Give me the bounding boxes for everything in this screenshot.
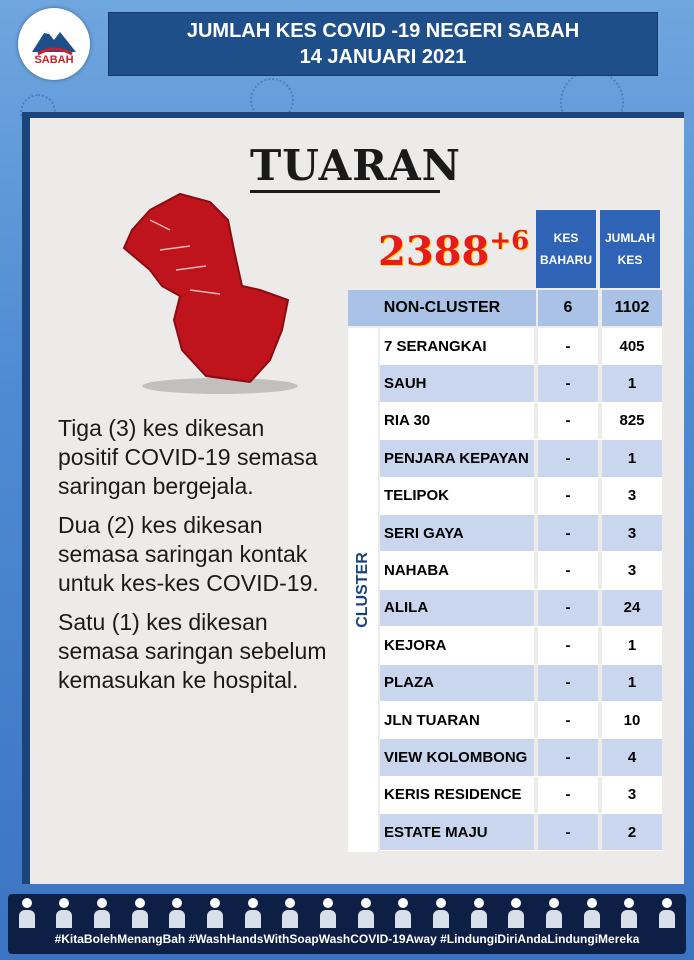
footer-hashtags: #KitaBolehMenangBah #WashHandsWithSoapWashCOVID-19Away #LindungiDiriAndaLindungiMereka [54, 932, 640, 946]
table-row [380, 403, 662, 440]
non-cluster-label: NON-CLUSTER [348, 290, 536, 326]
non-cluster-total: 1102 [602, 290, 662, 326]
person-icon [657, 898, 677, 930]
table-row [380, 552, 662, 589]
note-paragraph: Satu (1) kes dikesan semasa saringan sebelum kemasukan ke hospital. [58, 609, 327, 693]
column-header-total-label: JUMLAH KES [605, 231, 655, 267]
person-icon [243, 898, 263, 930]
cluster-total: 1 [602, 440, 662, 476]
new-case-increment: +6 [489, 226, 530, 256]
cluster-name: TELIPOK [380, 478, 534, 514]
cluster-total: 3 [602, 515, 662, 551]
cluster-name: SERI GAYA [380, 515, 534, 551]
table-row [380, 627, 662, 664]
cluster-name: PENJARA KEPAYAN [380, 440, 534, 476]
cluster-new: - [538, 328, 598, 364]
table-row [380, 440, 662, 477]
table-row [380, 777, 662, 814]
mountain-logo-icon [28, 22, 80, 58]
person-icon [431, 898, 451, 930]
table-row [380, 665, 662, 702]
cluster-total: 405 [602, 328, 662, 364]
person-icon [582, 898, 602, 930]
table-row [380, 814, 662, 851]
cluster-total: 3 [602, 552, 662, 588]
cluster-name: SAUH [380, 365, 534, 401]
table-row [380, 590, 662, 627]
person-icon [280, 898, 300, 930]
person-icon [92, 898, 112, 930]
cluster-new: - [538, 665, 598, 701]
person-icon [506, 898, 526, 930]
person-icon [205, 898, 225, 930]
cluster-total: 3 [602, 478, 662, 514]
cluster-name: KEJORA [380, 627, 534, 663]
cluster-name: NAHABA [380, 552, 534, 588]
cluster-new: - [538, 403, 598, 439]
district-title: TUARAN [250, 142, 440, 193]
cluster-name: ALILA [380, 590, 534, 626]
footer-banner [8, 894, 686, 954]
column-header-total [600, 210, 660, 288]
table-row [380, 739, 662, 776]
cluster-side-label [348, 328, 378, 852]
column-header-new-label: KES BAHARU [540, 231, 592, 267]
cluster-new: - [538, 440, 598, 476]
total-count: 2388 [378, 228, 490, 275]
person-icon [619, 898, 639, 930]
cluster-total: 10 [602, 702, 662, 738]
cluster-total: 1 [602, 627, 662, 663]
cluster-new: - [538, 777, 598, 813]
person-icon [393, 898, 413, 930]
cluster-total: 2 [602, 814, 662, 850]
cluster-new: - [538, 478, 598, 514]
sabah-logo [18, 8, 90, 80]
cluster-new: - [538, 552, 598, 588]
person-icon [167, 898, 187, 930]
cluster-label: CLUSTER [354, 552, 371, 628]
cluster-total: 24 [602, 590, 662, 626]
cluster-new: - [538, 702, 598, 738]
cluster-new: - [538, 739, 598, 775]
cluster-name: PLAZA [380, 665, 534, 701]
table-row [380, 515, 662, 552]
non-cluster-new: 6 [538, 290, 598, 326]
cluster-name: ESTATE MAJU [380, 814, 534, 850]
person-icon [356, 898, 376, 930]
note-paragraph: Tiga (3) kes dikesan positif COVID-19 semasa saringan bergejala. [58, 415, 318, 499]
cluster-new: - [538, 365, 598, 401]
header-title: JUMLAH KES COVID -19 NEGERI SABAH [186, 20, 580, 42]
table-row [380, 328, 662, 365]
cluster-new: - [538, 627, 598, 663]
cluster-total: 825 [602, 403, 662, 439]
cluster-name: RIA 30 [380, 403, 534, 439]
person-icon [17, 898, 37, 930]
header-date: 14 JANUARI 2021 [299, 46, 467, 68]
person-icon [544, 898, 564, 930]
tuaran-map-icon [110, 190, 310, 400]
case-notes [58, 414, 328, 705]
cluster-total: 3 [602, 777, 662, 813]
cluster-total: 1 [602, 365, 662, 401]
cluster-new: - [538, 515, 598, 551]
non-cluster-row [348, 290, 662, 326]
person-icon [318, 898, 338, 930]
person-icon [469, 898, 489, 930]
header-banner [108, 12, 658, 76]
table-row [380, 702, 662, 739]
logo-text: SABAH [34, 54, 74, 66]
table-row [380, 478, 662, 515]
frontliners-illustration [8, 898, 686, 932]
person-icon [130, 898, 150, 930]
cluster-name: VIEW KOLOMBONG [380, 739, 534, 775]
cluster-total: 1 [602, 665, 662, 701]
cluster-name: 7 SERANGKAI [380, 328, 534, 364]
person-icon [54, 898, 74, 930]
cluster-new: - [538, 590, 598, 626]
cluster-name: JLN TUARAN [380, 702, 534, 738]
column-header-new [536, 210, 596, 288]
table-row [380, 365, 662, 402]
total-case-count [378, 226, 529, 275]
cluster-name: KERIS RESIDENCE [380, 777, 534, 813]
cluster-table [380, 328, 662, 851]
cluster-new: - [538, 814, 598, 850]
cluster-total: 4 [602, 739, 662, 775]
note-paragraph: Dua (2) kes dikesan semasa saringan kontak untuk kes-kes COVID-19. [58, 512, 319, 596]
